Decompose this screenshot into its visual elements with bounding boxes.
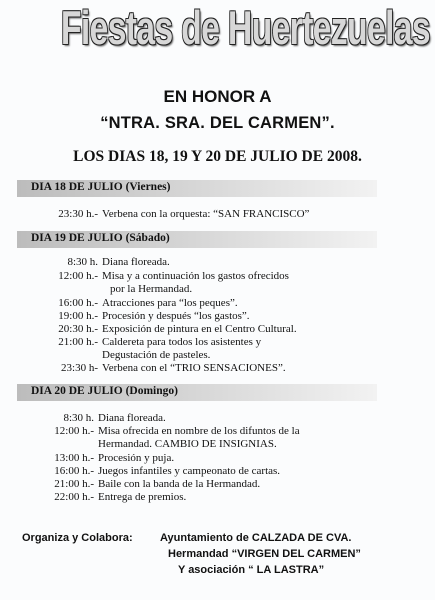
event-desc: Entrega de premios. xyxy=(98,491,187,503)
day-header-label: DIA 20 DE JULIO (Domingo) xyxy=(31,385,178,397)
event-time: 19:00 h.- xyxy=(58,310,98,322)
event-desc: Hermandad. CAMBIO DE INSIGNIAS. xyxy=(98,438,277,450)
event-desc: Procesión y después “los gastos”. xyxy=(102,310,250,322)
footer-organizer-2: Hermandad “VIRGEN DEL CARMEN” xyxy=(168,548,361,560)
day-header-label: DIA 19 DE JULIO (Sábado) xyxy=(31,232,170,244)
event-desc: Diana floreada. xyxy=(98,412,166,424)
event-desc: Caldereta para todos los asistentes y xyxy=(102,336,262,348)
day-header-19 xyxy=(17,231,377,248)
event-time: 8:30 h. xyxy=(67,256,98,268)
event-desc: Baile con la banda de la Hermandad. xyxy=(98,478,261,490)
event-desc: Misa ofrecida en nombre de los difuntos de la xyxy=(98,425,300,437)
event-desc: Exposición de pintura en el Centro Cultural. xyxy=(102,323,297,335)
poster-title: Fiestas de Huertezuelas xyxy=(60,1,430,54)
honor-line-2: “NTRA. SRA. DEL CARMEN”. xyxy=(100,114,335,132)
event-time: 22:00 h.- xyxy=(54,491,94,503)
event-time: 13:00 h.- xyxy=(54,452,94,464)
event-desc: Verbena con la orquesta: “SAN FRANCISCO” xyxy=(102,208,310,220)
event-desc: Degustación de pasteles. xyxy=(102,349,211,361)
event-time: 16:00 h.- xyxy=(58,297,98,309)
event-desc: Misa y a continuación los gastos ofrecidos xyxy=(102,270,289,282)
event-desc: Diana floreada. xyxy=(102,256,170,268)
event-time: 20:30 h.- xyxy=(58,323,98,335)
event-time: 16:00 h.- xyxy=(54,465,94,477)
day-header-20 xyxy=(17,384,377,401)
event-time: 23:30 h.- xyxy=(58,208,98,220)
footer-organizer-3: Y asociación “ LA LASTRA” xyxy=(178,564,325,576)
event-time: 8:30 h. xyxy=(63,412,94,424)
event-time: 21:00 h.- xyxy=(58,336,98,348)
event-desc: Verbena con el “TRIO SENSACIONES”. xyxy=(102,362,286,374)
event-time: 12:00 h.- xyxy=(58,270,98,282)
event-time: 23:30 h- xyxy=(61,362,98,374)
dates-line: LOS DIAS 18, 19 Y 20 DE JULIO DE 2008. xyxy=(73,148,362,165)
event-time: 21:00 h.- xyxy=(54,478,94,490)
honor-line-1: EN HONOR A xyxy=(163,87,272,106)
day-header-label: DIA 18 DE JULIO (Viernes) xyxy=(31,181,171,193)
footer-organizer-1: Ayuntamiento de CALZADA DE CVA. xyxy=(160,532,352,544)
event-time: 12:00 h.- xyxy=(54,425,94,437)
footer-label: Organiza y Colabora: xyxy=(22,532,133,544)
event-desc: por la Hermandad. xyxy=(110,283,193,295)
event-desc: Atracciones para “los peques”. xyxy=(102,297,238,309)
event-desc: Procesión y puja. xyxy=(98,452,175,464)
day-header-18 xyxy=(17,180,377,197)
event-desc: Juegos infantiles y campeonato de cartas. xyxy=(98,465,281,477)
